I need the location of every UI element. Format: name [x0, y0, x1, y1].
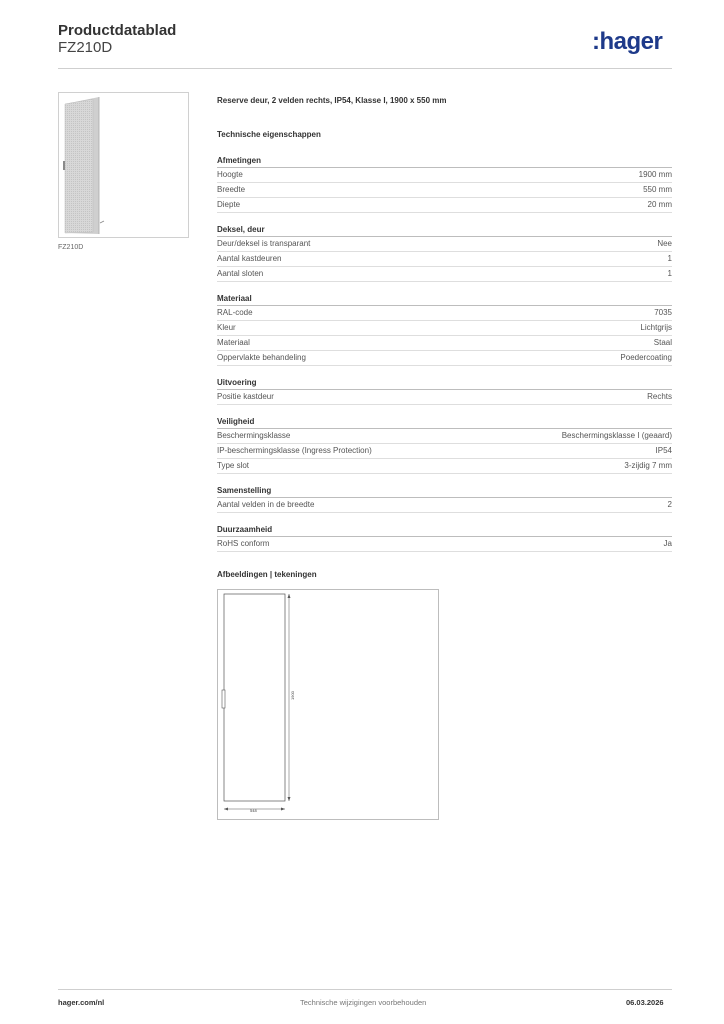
property-row [217, 306, 672, 321]
section-title: Uitvoering [217, 376, 672, 390]
product-image [58, 92, 189, 238]
section-samenstelling [217, 484, 672, 513]
header-divider [58, 68, 672, 69]
property-value: Lichtgrijs [640, 323, 672, 332]
property-value: Rechts [647, 392, 672, 401]
property-value: 3-zijdig 7 mm [624, 461, 672, 470]
property-label: Aantal kastdeuren [217, 254, 282, 263]
section-title: Veiligheid [217, 415, 672, 429]
property-row [217, 183, 672, 198]
property-value: 7035 [654, 308, 672, 317]
section-afmetingen [217, 154, 672, 213]
section-uitvoering [217, 376, 672, 405]
property-row [217, 168, 672, 183]
door-illustration [59, 93, 188, 237]
property-value: Staal [653, 338, 672, 347]
property-row [217, 498, 672, 513]
dimension-height-label: 1900 [290, 691, 295, 700]
property-value: Poedercoating [620, 353, 672, 362]
property-label: IP-beschermingsklasse (Ingress Protection) [217, 446, 372, 455]
property-row [217, 444, 672, 459]
property-value: Ja [663, 539, 672, 548]
property-value: 1900 mm [638, 170, 672, 179]
property-value: Beschermingsklasse I (geaard) [561, 431, 672, 440]
property-row [217, 321, 672, 336]
section-materiaal [217, 292, 672, 366]
footer-date: 06.03.2026 [626, 998, 664, 1007]
property-label: RAL-code [217, 308, 253, 317]
footer-website-link[interactable]: hager.com/nl [58, 998, 105, 1007]
property-label: Positie kastdeur [217, 392, 274, 401]
drawings-heading: Afbeeldingen | tekeningen [217, 570, 317, 579]
property-value: 1 [667, 269, 672, 278]
image-caption: FZ210D [58, 244, 84, 251]
section-title: Samenstelling [217, 484, 672, 498]
door-dimension-drawing [218, 590, 438, 819]
property-label: Type slot [217, 461, 250, 470]
hager-logo: :hager [592, 28, 663, 55]
technical-properties-heading: Technische eigenschappen [217, 130, 321, 139]
technical-drawing [217, 589, 439, 820]
property-value: 550 mm [643, 185, 672, 194]
page-title: Productdatablad [58, 22, 177, 39]
properties-table [217, 154, 672, 562]
property-label: Deur/deksel is transparant [217, 239, 311, 248]
property-value: 1 [667, 254, 672, 263]
section-duurzaamheid [217, 523, 672, 552]
property-label: Aantal sloten [217, 269, 264, 278]
property-row [217, 390, 672, 405]
section-title: Afmetingen [217, 154, 672, 168]
property-label: Oppervlakte behandeling [217, 353, 306, 362]
product-description: Reserve deur, 2 velden rechts, IP54, Klasse I, 1900 x 550 mm [217, 96, 447, 105]
property-row [217, 198, 672, 213]
property-label: Hoogte [217, 170, 243, 179]
property-row [217, 351, 672, 366]
property-value: 20 mm [647, 200, 672, 209]
property-value: Nee [657, 239, 672, 248]
product-code: FZ210D [58, 39, 113, 56]
dimension-width-label: 548 [250, 808, 257, 813]
property-value: IP54 [655, 446, 672, 455]
property-row [217, 252, 672, 267]
section-veiligheid [217, 415, 672, 474]
property-label: Kleur [217, 323, 236, 332]
property-label: Materiaal [217, 338, 250, 347]
property-row [217, 459, 672, 474]
section-title: Duurzaamheid [217, 523, 672, 537]
property-row [217, 267, 672, 282]
section-title: Materiaal [217, 292, 672, 306]
property-row [217, 336, 672, 351]
section-deksel-deur [217, 223, 672, 282]
property-row [217, 237, 672, 252]
property-label: Breedte [217, 185, 246, 194]
section-title: Deksel, deur [217, 223, 672, 237]
property-row [217, 429, 672, 444]
footer-note: Technische wijzigingen voorbehouden [300, 998, 427, 1007]
footer-divider [58, 989, 672, 990]
property-value: 2 [667, 500, 672, 509]
property-label: Diepte [217, 200, 241, 209]
property-label: Aantal velden in de breedte [217, 500, 315, 509]
property-row [217, 537, 672, 552]
property-label: Beschermingsklasse [217, 431, 291, 440]
property-label: RoHS conform [217, 539, 270, 548]
